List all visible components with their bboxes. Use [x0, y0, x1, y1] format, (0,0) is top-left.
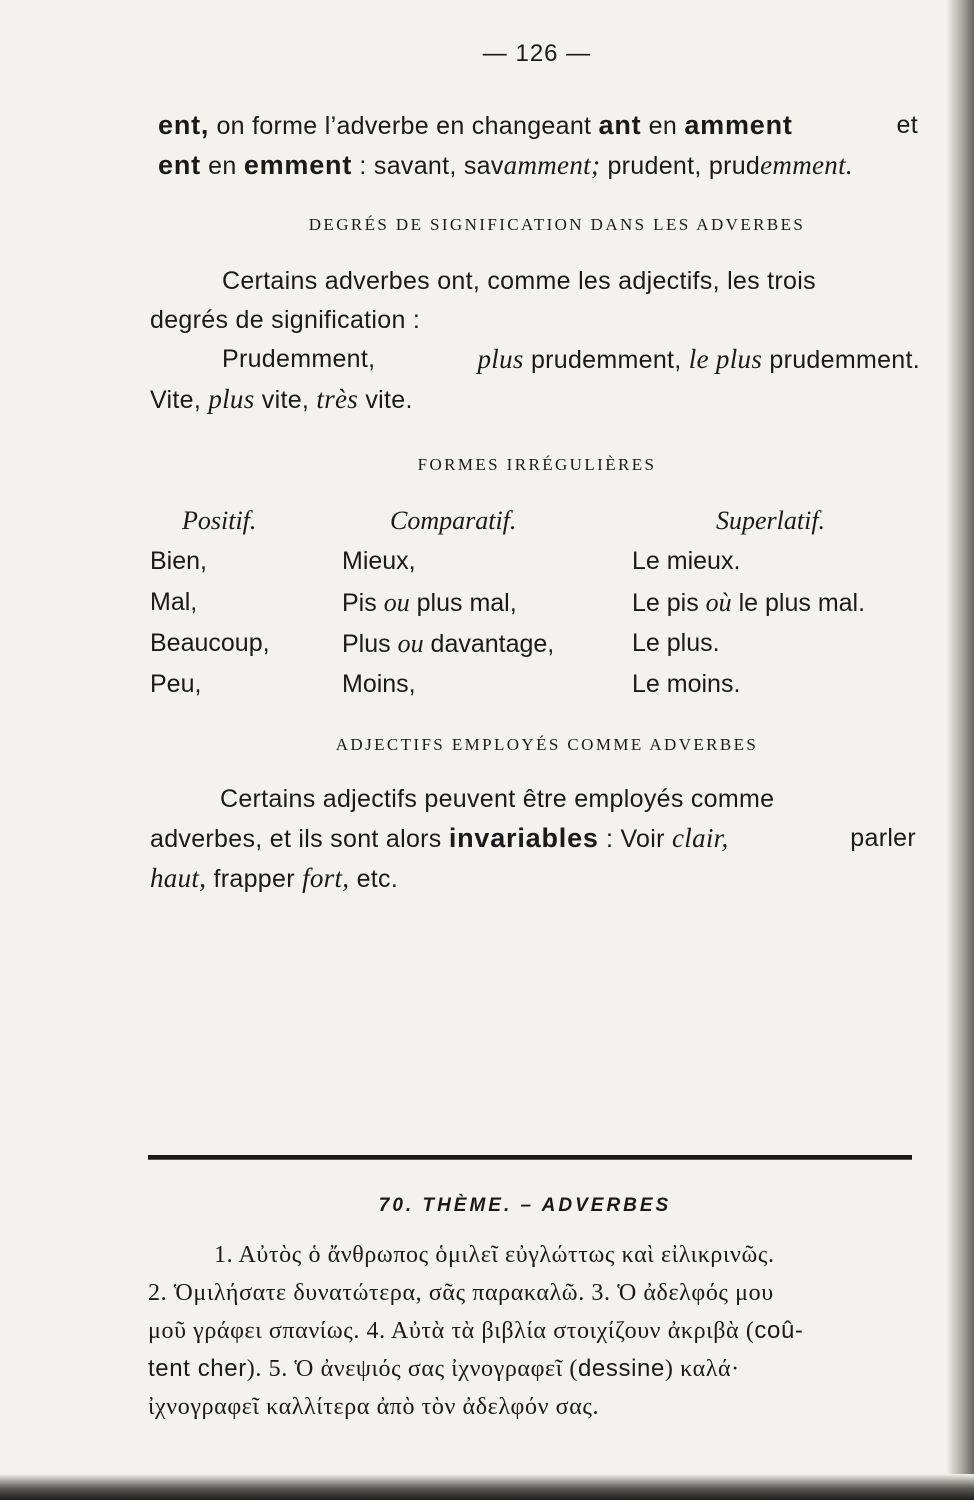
- intro-paragraph: ent, on forme l’adverbe en changeant ant en amment et ent en emment : savant, savamment; prudent, prudemment.: [158, 110, 918, 180]
- header-superlatif: Superlatif.: [716, 506, 826, 535]
- suffix-emment: emment: [243, 150, 353, 180]
- adjectives-paragraph: Certains adjectifs peuvent être employés comme adverbes, et ils sont alors invariables : Voir clair, parler haut, frapper fort, etc.: [150, 785, 916, 893]
- table-row: Mal, Pis ou plus mal, Le pis où le plus mal.: [150, 588, 866, 617]
- suffix-amment: amment: [684, 110, 793, 140]
- exercise-title: 70. THÈME. – ADVERBES: [378, 1195, 672, 1216]
- section-heading-irregular: FORMES IRRÉGULIÈRES: [417, 455, 657, 474]
- table-row: Peu, Moins, Le moins.: [150, 670, 741, 698]
- page-bottom-shadow: [0, 1474, 974, 1500]
- table-row: Bien, Mieux, Le mieux.: [150, 547, 741, 575]
- section-divider: [148, 1155, 912, 1160]
- section-heading-degrees: DEGRÉS DE SIGNIFICATION DANS LES ADVERBES: [308, 215, 806, 234]
- page-edge-shadow: [946, 0, 974, 1500]
- suffix-ent-2: ent: [158, 150, 201, 180]
- section-heading-adjectives: ADJECTIFS EMPLOYÉS COMME ADVERBES: [335, 735, 759, 754]
- invariables-term: invariables: [448, 823, 599, 853]
- table-header-row: [150, 500, 930, 541]
- header-positif: Positif.: [182, 506, 257, 535]
- page-number: — 126 —: [482, 40, 592, 67]
- greek-exercise-text: 1. Αὐτὸς ὁ ἄνθρωπος ὁμιλεῖ εὐγλώττως καὶ εἰλικρινῶς. 2. Ὁμιλήσατε δυνατώτερα, σᾶς παρακαλῶ. 3. Ὁ ἀδελφός μου μοῦ γράφει σπανίως. 4. Αὐτὰ τὰ βιβλία στοιχίζουν ἀκριβὰ (coû- tent cher). 5. Ὁ ἀνεψιός σας ἰχνογραφεῖ (dessine) καλά· ἰχνογραφεῖ καλλίτερα ἀπὸ τὸν ἀδελφόν σας.: [148, 1242, 804, 1420]
- suffix-ant: ant: [598, 110, 642, 140]
- degrees-paragraph: Certains adverbes ont, comme les adjectifs, les trois degrés de signification : Prudemment, plus prudemment, le plus prudemment. Vite, plus vite, très vite.: [150, 267, 920, 414]
- irregular-forms-table: [150, 500, 930, 705]
- header-comparatif: Comparatif.: [390, 506, 517, 535]
- suffix-ent: ent,: [158, 110, 210, 140]
- table-row: Beaucoup, Plus ou davantage, Le plus.: [150, 629, 720, 658]
